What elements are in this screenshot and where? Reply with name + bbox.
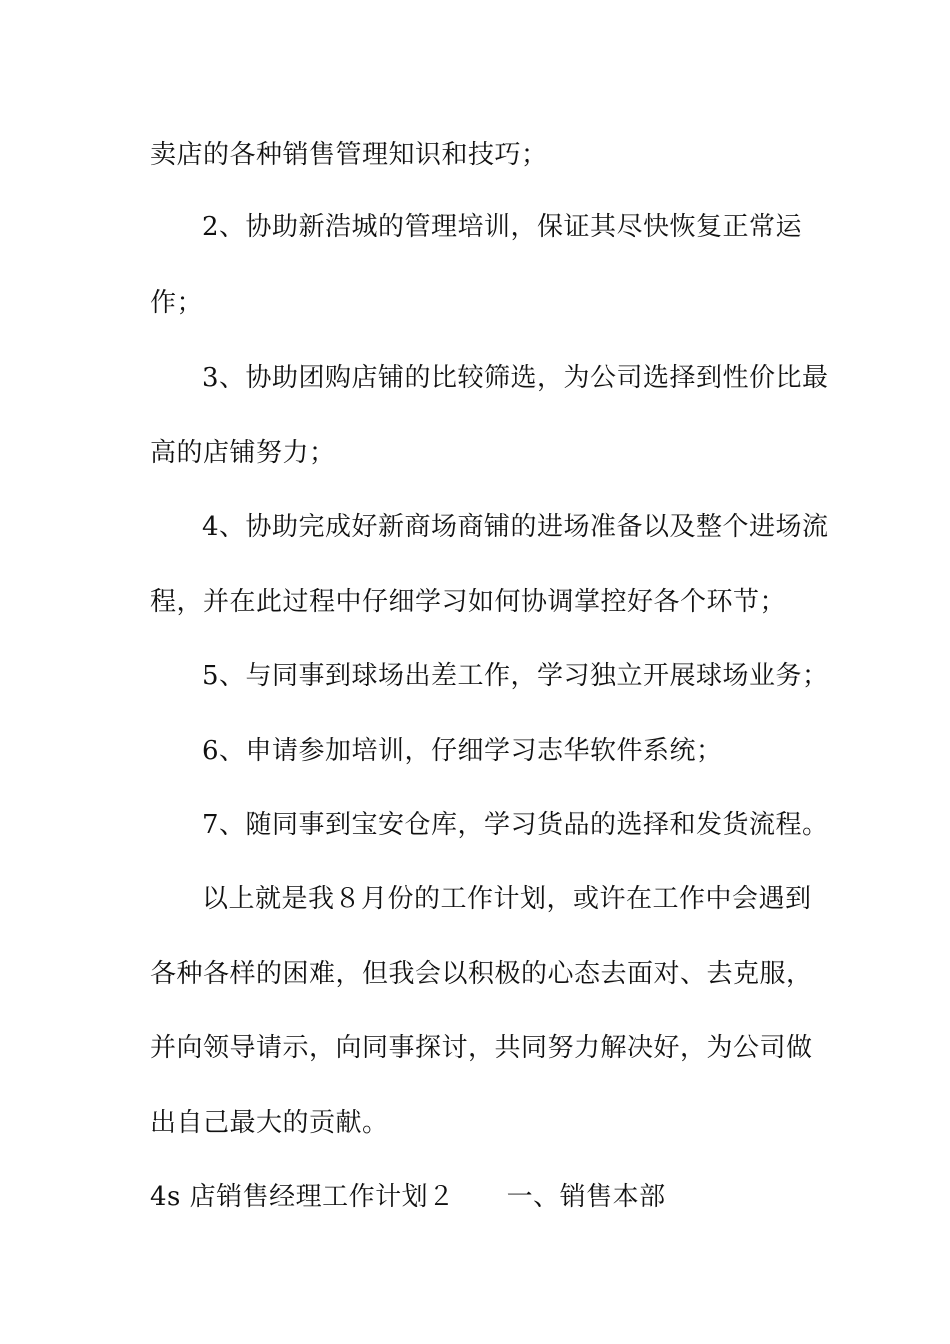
paragraph-line: 2、协助新浩城的管理培训，保证其尽快恢复正常运: [202, 212, 803, 242]
paragraph-line: 5、与同事到球场出差工作，学习独立开展球场业务；: [202, 661, 829, 691]
paragraph-line: 程，并在此过程中仔细学习如何协调掌控好各个环节；: [150, 587, 787, 617]
paragraph-line: 卖店的各种销售管理知识和技巧；: [150, 140, 548, 170]
section-heading: [150, 1180, 830, 1214]
paragraph-line: 3、协助团购店铺的比较筛选，为公司选择到性价比最: [202, 363, 829, 393]
heading-title: 4s 店销售经理工作计划２: [150, 1182, 455, 1212]
paragraph-line: 7、随同事到宝安仓库，学习货品的选择和发货流程。: [202, 810, 829, 840]
paragraph-line: 以上就是我８月份的工作计划，或许在工作中会遇到: [202, 884, 812, 914]
paragraph-line: 高的店铺努力；: [150, 438, 336, 468]
paragraph-line: 作；: [150, 288, 204, 318]
paragraph-line: 4、协助完成好新商场商铺的进场准备以及整个进场流: [202, 512, 829, 542]
paragraph-line: 各种各样的困难，但我会以积极的心态去面对、去克服，: [150, 959, 813, 989]
heading-section: 一、销售本部: [506, 1182, 666, 1212]
paragraph-line: 出自己最大的贡献。: [150, 1108, 389, 1138]
paragraph-line: 并向领导请示，向同事探讨，共同努力解决好，为公司做: [150, 1033, 813, 1063]
paragraph-line: 6、申请参加培训，仔细学习志华软件系统；: [202, 736, 723, 766]
